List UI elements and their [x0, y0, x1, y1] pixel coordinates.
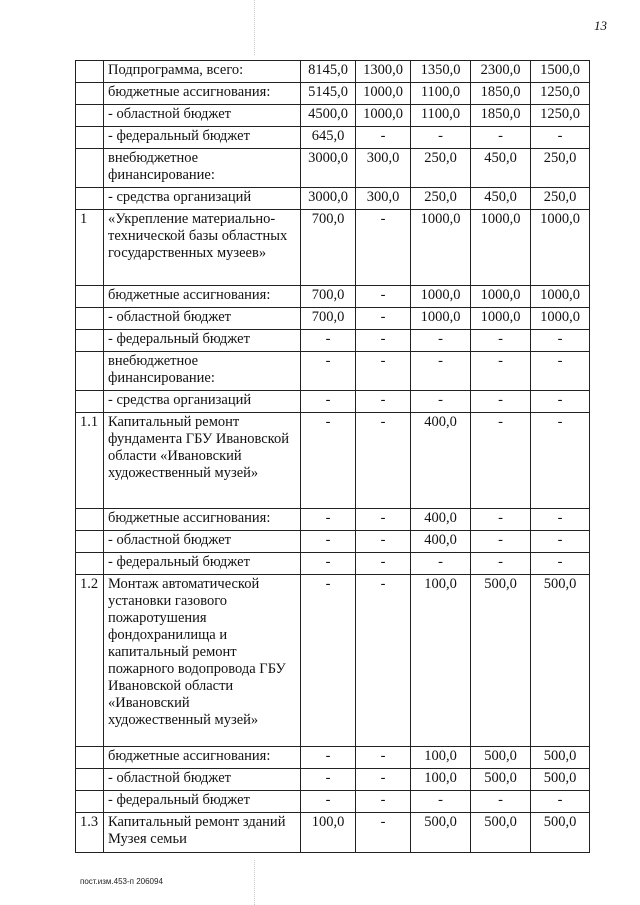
amount-cell: - — [301, 791, 356, 813]
amount-cell: 2300,0 — [471, 61, 531, 83]
amount-cell: - — [471, 553, 531, 575]
row-number-cell: 1.2 — [76, 575, 104, 747]
item-name-cell: бюджетные ассигнования: — [104, 286, 301, 308]
row-number-cell — [76, 105, 104, 127]
amount-cell: - — [356, 127, 411, 149]
amount-cell: - — [531, 553, 590, 575]
amount-cell: 250,0 — [531, 188, 590, 210]
amount-cell: 4500,0 — [301, 105, 356, 127]
table-row — [76, 553, 590, 575]
amount-cell: 500,0 — [531, 747, 590, 769]
amount-cell: - — [411, 391, 471, 413]
table-row — [76, 509, 590, 531]
amount-cell: - — [301, 575, 356, 747]
row-number-cell — [76, 553, 104, 575]
amount-cell: 450,0 — [471, 149, 531, 188]
amount-cell: 1000,0 — [411, 308, 471, 330]
row-number-cell — [76, 286, 104, 308]
amount-cell: - — [356, 352, 411, 391]
amount-cell: 100,0 — [411, 575, 471, 747]
amount-cell: 700,0 — [301, 286, 356, 308]
amount-cell: 500,0 — [411, 813, 471, 853]
table-row — [76, 813, 590, 853]
amount-cell: - — [356, 413, 411, 509]
amount-cell: - — [471, 127, 531, 149]
amount-cell: - — [356, 575, 411, 747]
amount-cell: - — [301, 531, 356, 553]
amount-cell: 1000,0 — [531, 286, 590, 308]
amount-cell: - — [531, 413, 590, 509]
amount-cell: 1000,0 — [471, 210, 531, 286]
amount-cell: - — [356, 791, 411, 813]
amount-cell: 1000,0 — [531, 210, 590, 286]
item-name-cell: - областной бюджет — [104, 105, 301, 127]
item-name-cell: - средства организаций — [104, 391, 301, 413]
item-name-cell: - федеральный бюджет — [104, 553, 301, 575]
amount-cell: - — [471, 330, 531, 352]
amount-cell: 8145,0 — [301, 61, 356, 83]
amount-cell: 1100,0 — [411, 105, 471, 127]
row-number-cell — [76, 308, 104, 330]
row-number-cell: 1.1 — [76, 413, 104, 509]
amount-cell: 450,0 — [471, 188, 531, 210]
table-row — [76, 391, 590, 413]
amount-cell: - — [471, 791, 531, 813]
amount-cell: - — [356, 286, 411, 308]
row-number-cell — [76, 769, 104, 791]
amount-cell: 1250,0 — [531, 83, 590, 105]
amount-cell: - — [301, 747, 356, 769]
page-crease-bottom — [254, 860, 255, 905]
item-name-cell: - областной бюджет — [104, 769, 301, 791]
amount-cell: 1000,0 — [356, 105, 411, 127]
amount-cell: 5145,0 — [301, 83, 356, 105]
amount-cell: - — [531, 509, 590, 531]
amount-cell: 100,0 — [301, 813, 356, 853]
item-name-cell: - областной бюджет — [104, 308, 301, 330]
amount-cell: 250,0 — [411, 188, 471, 210]
amount-cell: 400,0 — [411, 531, 471, 553]
table-row — [76, 791, 590, 813]
amount-cell: - — [531, 791, 590, 813]
amount-cell: - — [531, 127, 590, 149]
item-name-cell: Монтаж автоматической установки газового пожаротушения фондохранилища и капитальный ремонт пожарного водопровода ГБУ Ивановской области «Ивановский художественный музей» — [104, 575, 301, 747]
row-number-cell: 1.3 — [76, 813, 104, 853]
item-name-cell: внебюджетное финансирование: — [104, 149, 301, 188]
amount-cell: - — [356, 210, 411, 286]
table-row — [76, 575, 590, 747]
amount-cell: 1850,0 — [471, 105, 531, 127]
row-number-cell — [76, 127, 104, 149]
amount-cell: - — [471, 509, 531, 531]
amount-cell: - — [471, 352, 531, 391]
page-number: 13 — [594, 18, 607, 33]
item-name-cell: - федеральный бюджет — [104, 330, 301, 352]
table-row — [76, 352, 590, 391]
table-row — [76, 769, 590, 791]
amount-cell: - — [301, 391, 356, 413]
item-name-cell: - федеральный бюджет — [104, 791, 301, 813]
amount-cell: - — [301, 330, 356, 352]
amount-cell: - — [356, 391, 411, 413]
row-number-cell — [76, 352, 104, 391]
amount-cell: 700,0 — [301, 210, 356, 286]
amount-cell: 300,0 — [356, 149, 411, 188]
amount-cell: - — [356, 330, 411, 352]
amount-cell: 500,0 — [471, 575, 531, 747]
amount-cell: 3000,0 — [301, 149, 356, 188]
amount-cell: - — [411, 553, 471, 575]
table-row — [76, 105, 590, 127]
row-number-cell — [76, 391, 104, 413]
row-number-cell: 1 — [76, 210, 104, 286]
amount-cell: 1100,0 — [411, 83, 471, 105]
amount-cell: - — [356, 813, 411, 853]
amount-cell: 1500,0 — [531, 61, 590, 83]
amount-cell: 700,0 — [301, 308, 356, 330]
amount-cell: - — [301, 352, 356, 391]
amount-cell: - — [471, 391, 531, 413]
budget-table — [75, 60, 590, 853]
amount-cell: 400,0 — [411, 509, 471, 531]
amount-cell: - — [531, 391, 590, 413]
amount-cell: - — [411, 127, 471, 149]
amount-cell: - — [471, 531, 531, 553]
row-number-cell — [76, 83, 104, 105]
amount-cell: - — [301, 553, 356, 575]
amount-cell: - — [301, 769, 356, 791]
item-name-cell: внебюджетное финансирование: — [104, 352, 301, 391]
amount-cell: 250,0 — [531, 149, 590, 188]
row-number-cell — [76, 509, 104, 531]
amount-cell: - — [356, 747, 411, 769]
amount-cell: 1000,0 — [411, 210, 471, 286]
amount-cell: - — [356, 769, 411, 791]
amount-cell: 1000,0 — [471, 308, 531, 330]
amount-cell: 645,0 — [301, 127, 356, 149]
amount-cell: - — [411, 330, 471, 352]
amount-cell: 500,0 — [471, 769, 531, 791]
item-name-cell: - федеральный бюджет — [104, 127, 301, 149]
page-crease-top — [254, 0, 255, 55]
amount-cell: 1850,0 — [471, 83, 531, 105]
amount-cell: 300,0 — [356, 188, 411, 210]
amount-cell: 1300,0 — [356, 61, 411, 83]
item-name-cell: Подпрограмма, всего: — [104, 61, 301, 83]
amount-cell: - — [356, 531, 411, 553]
amount-cell: 1350,0 — [411, 61, 471, 83]
table-row — [76, 308, 590, 330]
amount-cell: - — [301, 509, 356, 531]
row-number-cell — [76, 330, 104, 352]
amount-cell: 100,0 — [411, 769, 471, 791]
item-name-cell: бюджетные ассигнования: — [104, 509, 301, 531]
document-footer-code: пост.изм.453-п 206094 — [80, 877, 163, 886]
table-row — [76, 61, 590, 83]
row-number-cell — [76, 188, 104, 210]
amount-cell: - — [301, 413, 356, 509]
table-row — [76, 127, 590, 149]
amount-cell: 1000,0 — [411, 286, 471, 308]
amount-cell: - — [411, 791, 471, 813]
table-row — [76, 83, 590, 105]
item-name-cell: бюджетные ассигнования: — [104, 747, 301, 769]
amount-cell: - — [471, 413, 531, 509]
item-name-cell: - областной бюджет — [104, 531, 301, 553]
amount-cell: 1250,0 — [531, 105, 590, 127]
table-row — [76, 747, 590, 769]
item-name-cell: Капитальный ремонт зданий Музея семьи — [104, 813, 301, 853]
amount-cell: 250,0 — [411, 149, 471, 188]
amount-cell: - — [531, 330, 590, 352]
amount-cell: - — [356, 509, 411, 531]
item-name-cell: бюджетные ассигнования: — [104, 83, 301, 105]
amount-cell: 500,0 — [531, 769, 590, 791]
row-number-cell — [76, 791, 104, 813]
row-number-cell — [76, 149, 104, 188]
amount-cell: 3000,0 — [301, 188, 356, 210]
table-row — [76, 413, 590, 509]
amount-cell: 500,0 — [471, 747, 531, 769]
amount-cell: 100,0 — [411, 747, 471, 769]
amount-cell: 500,0 — [531, 813, 590, 853]
table-row — [76, 149, 590, 188]
row-number-cell — [76, 531, 104, 553]
table-row — [76, 188, 590, 210]
item-name-cell: «Укрепление материально-технической базы областных государственных музеев» — [104, 210, 301, 286]
amount-cell: 1000,0 — [471, 286, 531, 308]
amount-cell: - — [411, 352, 471, 391]
item-name-cell: - средства организаций — [104, 188, 301, 210]
amount-cell: 500,0 — [471, 813, 531, 853]
amount-cell: - — [531, 352, 590, 391]
amount-cell: 500,0 — [531, 575, 590, 747]
table-row — [76, 531, 590, 553]
amount-cell: 400,0 — [411, 413, 471, 509]
row-number-cell — [76, 61, 104, 83]
item-name-cell: Капитальный ремонт фундамента ГБУ Ивановской области «Ивановский художественный музей» — [104, 413, 301, 509]
table-row — [76, 330, 590, 352]
amount-cell: 1000,0 — [356, 83, 411, 105]
amount-cell: - — [531, 531, 590, 553]
amount-cell: - — [356, 553, 411, 575]
amount-cell: 1000,0 — [531, 308, 590, 330]
row-number-cell — [76, 747, 104, 769]
table-row — [76, 286, 590, 308]
amount-cell: - — [356, 308, 411, 330]
table-row — [76, 210, 590, 286]
